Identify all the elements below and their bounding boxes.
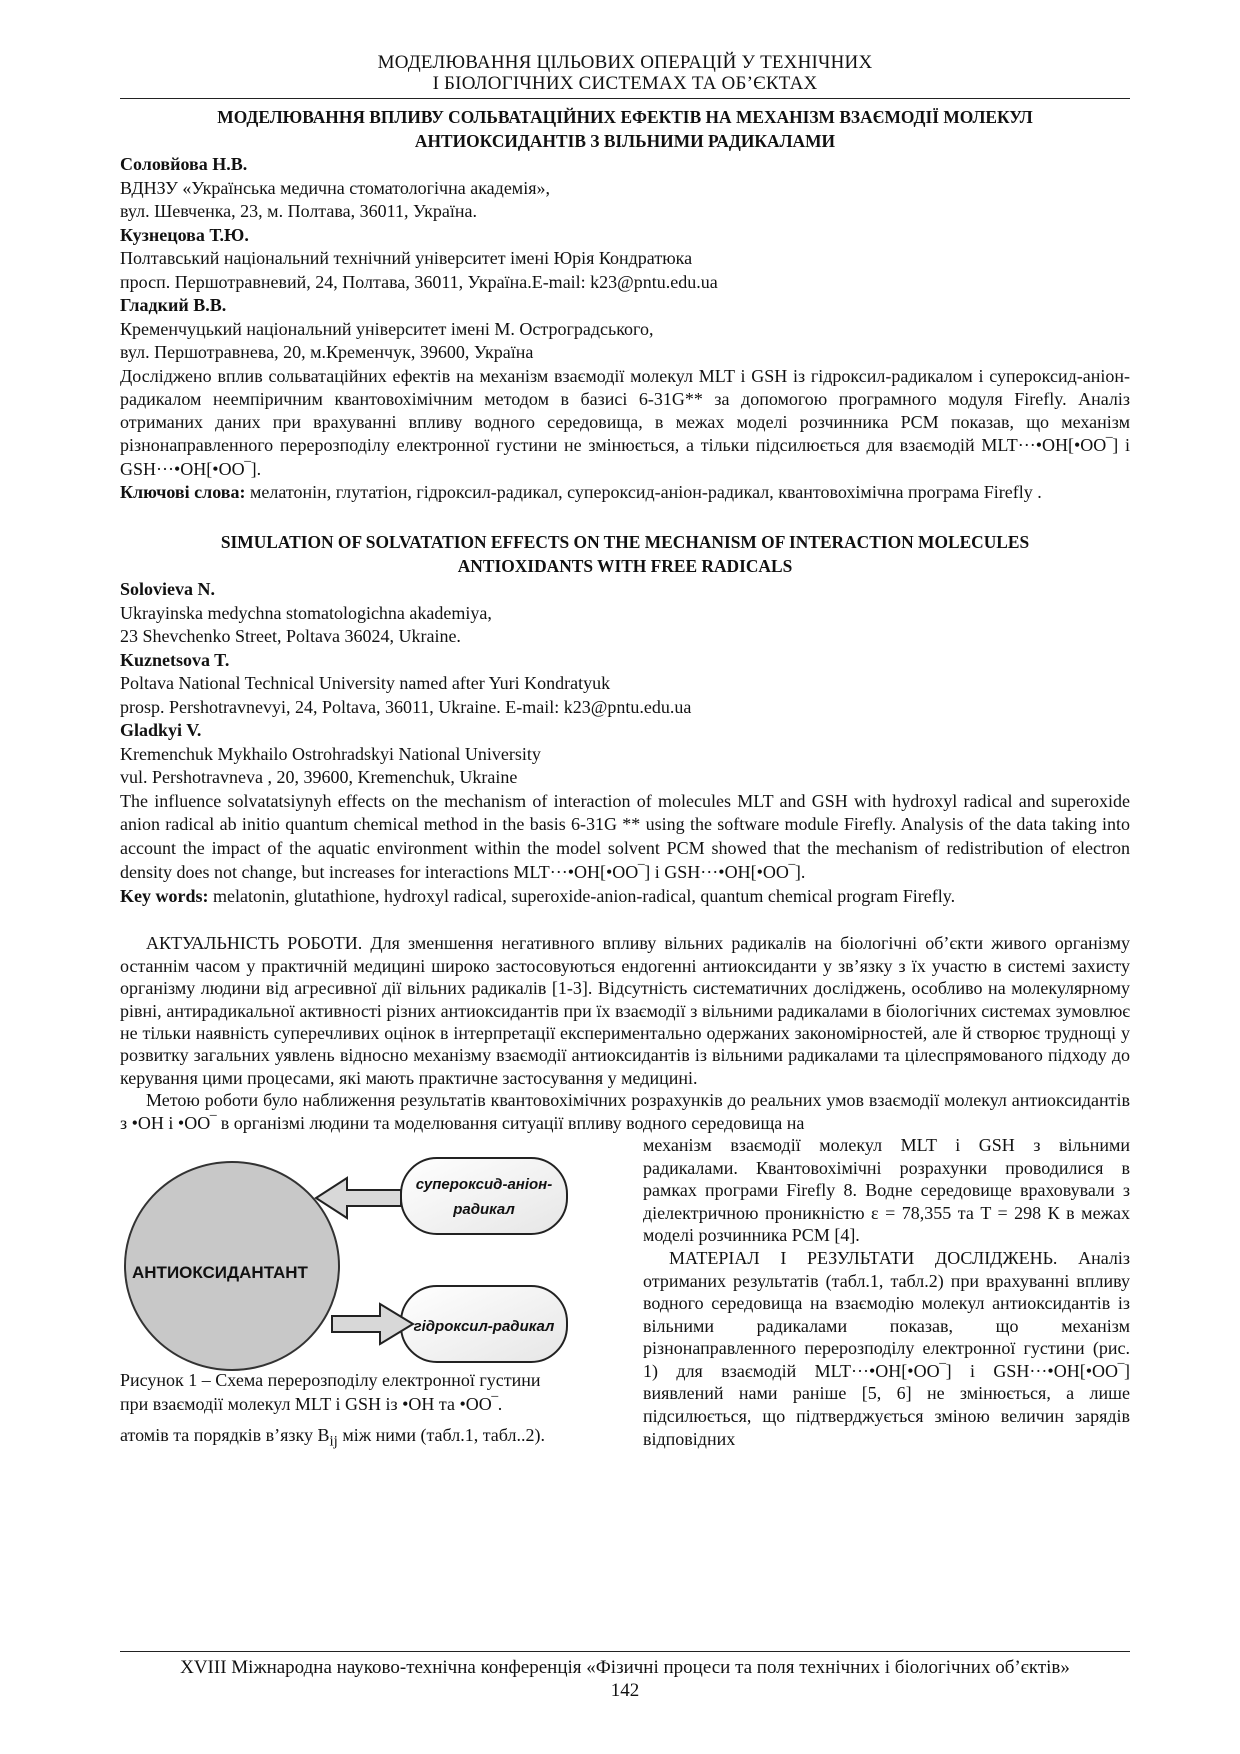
author-name: Соловйова Н.В. <box>120 154 248 174</box>
en-keywords-text: melatonin, glutathione, hydroxyl radical, superoxide-anion-radical, quantum chemical program Firefly. <box>208 885 956 906</box>
ua-authors <box>120 153 1130 365</box>
author-address: просп. Першотравневий, 24, Полтава, 36011, Україна.E-mail: k23@pntu.edu.ua <box>120 271 718 292</box>
author-name: Гладкий В.В. <box>120 295 227 315</box>
superoxide-label-line2: радикал <box>453 1200 515 1218</box>
page-number: 142 <box>610 1680 640 1701</box>
page-footer <box>120 1651 1130 1702</box>
author-address: vul. Pershotravneva , 20, 39600, Kremenchuk, Ukraine <box>120 767 518 788</box>
author-affiliation: Poltava National Technical University named after Yuri Kondratyuk <box>120 673 611 694</box>
en-title-line1: SIMULATION OF SOLVATATION EFFECTS ON THE MECHANISM OF INTERACTION MOLECULES <box>220 532 1030 553</box>
atoms-text: атомів та порядків в’язку B <box>120 1424 330 1445</box>
header-rule <box>120 98 1130 99</box>
footer-rule <box>120 1651 1130 1652</box>
figure-caption-line2: при взаємодії молекул MLT і GSH із •OH та •OO‾. <box>120 1393 503 1414</box>
bond-order-subscript: ij <box>329 1433 338 1450</box>
superoxide-label-line1: супероксид-аніон- <box>415 1175 553 1193</box>
antioxidant-label: АНТИОКСИДАНТАНТ <box>132 1262 308 1282</box>
author-affiliation: Кременчуцький національний університет імені М. Остроградського, <box>120 318 654 339</box>
en-keywords <box>120 885 1130 909</box>
running-header <box>120 52 1130 94</box>
author-address: вул. Шевченка, 23, м. Полтава, 36011, Україна. <box>120 201 477 221</box>
author-address: prosp. Pershotravnevyi, 24, Poltava, 36011, Ukraine. E-mail: k23@pntu.edu.ua <box>120 696 692 717</box>
ua-title-line2: АНТИОКСИДАНТІВ З ВІЛЬНИМИ РАДИКАЛАМИ <box>414 131 836 151</box>
figure-caption <box>120 1368 620 1416</box>
figure-diagram <box>120 1134 640 1384</box>
author-address: 23 Shevchenko Street, Poltava 36024, Ukraine. <box>120 626 461 647</box>
hydroxyl-label: гідроксил-радикал <box>413 1317 555 1335</box>
en-title-line2: ANTIOXIDANTS WITH FREE RADICALS <box>457 556 793 577</box>
ua-keywords-label: Ключові слова: <box>120 481 246 502</box>
atoms-line <box>120 1424 545 1453</box>
running-header-line1: МОДЕЛЮВАННЯ ЦІЛЬОВИХ ОПЕРАЦІЙ У ТЕХНІЧНИХ <box>377 52 873 73</box>
figure-side-column <box>643 1134 1130 1450</box>
running-header-line2: І БІОЛОГІЧНИХ СИСТЕМАХ ТА ОБ’ЄКТАХ <box>432 73 818 94</box>
author-affiliation: ВДНЗУ «Українська медична стоматологічна академія», <box>120 177 550 198</box>
page <box>120 52 1130 1450</box>
author-affiliation: Kremenchuk Mykhailo Ostrohradskyi National University <box>120 743 541 764</box>
en-title <box>120 530 1130 578</box>
author-affiliation: Полтавський національний технічний університет імені Юрія Кондратюка <box>120 248 693 268</box>
conference-name: XVIII Міжнародна науково-технічна конференція «Фізичні процеси та поля технічних і біологічних об’єктів» <box>180 1657 1070 1678</box>
figure-caption-line1: Рисунок 1 – Схема перерозподілу електронної густини <box>120 1369 541 1390</box>
author-name: Solovieva N. <box>120 579 216 600</box>
author-affiliation: Ukrayinska medychna stomatologichna akademiya, <box>120 602 492 623</box>
side-paragraph-method: механізм взаємодії молекул MLT і GSH з вільними радикалами. Квантовохімічні розрахунки проводилися в рамках програми Firefly 8. Водне середовище враховували з діелектричною проникністю ε = 78,355 та T = 298 К в межах моделі розчинника PCM [4]. <box>643 1134 1130 1246</box>
atoms-text-tail: між ними (табл.1, табл..2). <box>337 1424 545 1445</box>
ua-keywords <box>120 481 1130 504</box>
arrow-left-icon <box>316 1178 401 1218</box>
ua-abstract: Досліджено вплив сольватаційних ефектів на механізм взаємодії молекул MLT і GSH із гідроксил-радикалом і супероксид-аніон-радикалом неемпіричним квантовохімічним методом в базисі 6-31G** за допомогою програмного модуля Firefly. Аналіз отриманих даних при врахуванні впливу водного середовища, в межах моделі розчинника PCM показав, що механізм різнонаправленного перерозподілу електронної густини не змінюється, а тільки підсилюється для взаємодій MLT···•OH[•OO‾] і GSH···•OH[•OO‾]. <box>120 365 1130 479</box>
figure-block <box>120 1134 1130 1450</box>
ua-title-line1: МОДЕЛЮВАННЯ ВПЛИВУ СОЛЬВАТАЦІЙНИХ ЕФЕКТІВ НА МЕХАНІЗМ ВЗАЄМОДІЇ МОЛЕКУЛ <box>217 107 1033 127</box>
author-address: вул. Першотравнева, 20, м.Кременчук, 39600, Україна <box>120 342 534 362</box>
side-paragraph-results: МАТЕРІАЛ І РЕЗУЛЬТАТИ ДОСЛІДЖЕНЬ. Аналіз отриманих результатів (табл.1, табл.2) при врахуванні впливу водного середовища на взаємодію молекул антиоксидантів із вільними радикалами показав, що механізм різнонаправленного перерозподілу електронної густини (рис. 1) для взаємодій MLT···•OH[•OO‾] і GSH···•OH[•OO‾] виявлений нами раніше [5, 6] не змінюється, а лише підсилюється, що підтверджується зміною величин зарядів відповідних <box>643 1247 1130 1449</box>
author-name: Кузнецова Т.Ю. <box>120 224 249 245</box>
author-name: Kuznetsova T. <box>120 649 230 670</box>
body-paragraph-aim: Метою роботи було наближення результатів квантовохімічних розрахунків до реальних умов взаємодії молекул антиоксидантів з •OH і •OO‾ в організмі людини та моделювання ситуації впливу водного середовища на <box>120 1090 1130 1133</box>
ua-keywords-text: мелатонін, глутатіон, гідроксил-радикал, супероксид-аніон-радикал, квантовохімічна програма Firefly . <box>245 481 1042 502</box>
arrow-right-icon <box>332 1304 413 1344</box>
superoxide-box <box>401 1158 567 1234</box>
author-name: Gladkyi V. <box>120 720 202 741</box>
ua-title <box>120 105 1130 153</box>
en-abstract: The influence solvatatsiynyh effects on the mechanism of interaction of molecules MLT and GSH with hydroxyl radical and superoxide anion radical ab initio quantum chemical method in the basis 6-31G ** using the software module Firefly. Analysis of the data taking into account the impact of the aquatic environment within the model solvent PCM showed that the mechanism of redistribution of electron density does not change, but increases for interactions MLT···•OH[•OO‾] і GSH···•OH[•OO‾]. <box>120 790 1130 882</box>
en-authors <box>120 578 1130 790</box>
body-paragraph-relevance: АКТУАЛЬНІСТЬ РОБОТИ. Для зменшення негативного впливу вільних радикалів на біологічні об’єкти живого організму останнім часом у практичній медицині широко застосовуються ендогенні антиоксиданти у зв’язку з їх участю в системі захисту організму людини від агресивної дії вільних радикалів [1-3]. Відсутність систематичних досліджень, особливо на молекулярному рівні, антирадикальної активності різних антиоксидантів при їх взаємодії з вільними радикалами в біологічних системах зумовлює не тільки наявність суперечливих оцінок в інтерпретації експериментально одержаних закономірностей, але й створює труднощі у розвитку загальних уявлень відносно механізму взаємодії антиоксидантів із вільними радикалами та цілеспрямованого підходу до керування цими процесами, які мають практичне застосування у медицині. <box>120 933 1130 1088</box>
en-keywords-label: Key words: <box>120 885 209 906</box>
